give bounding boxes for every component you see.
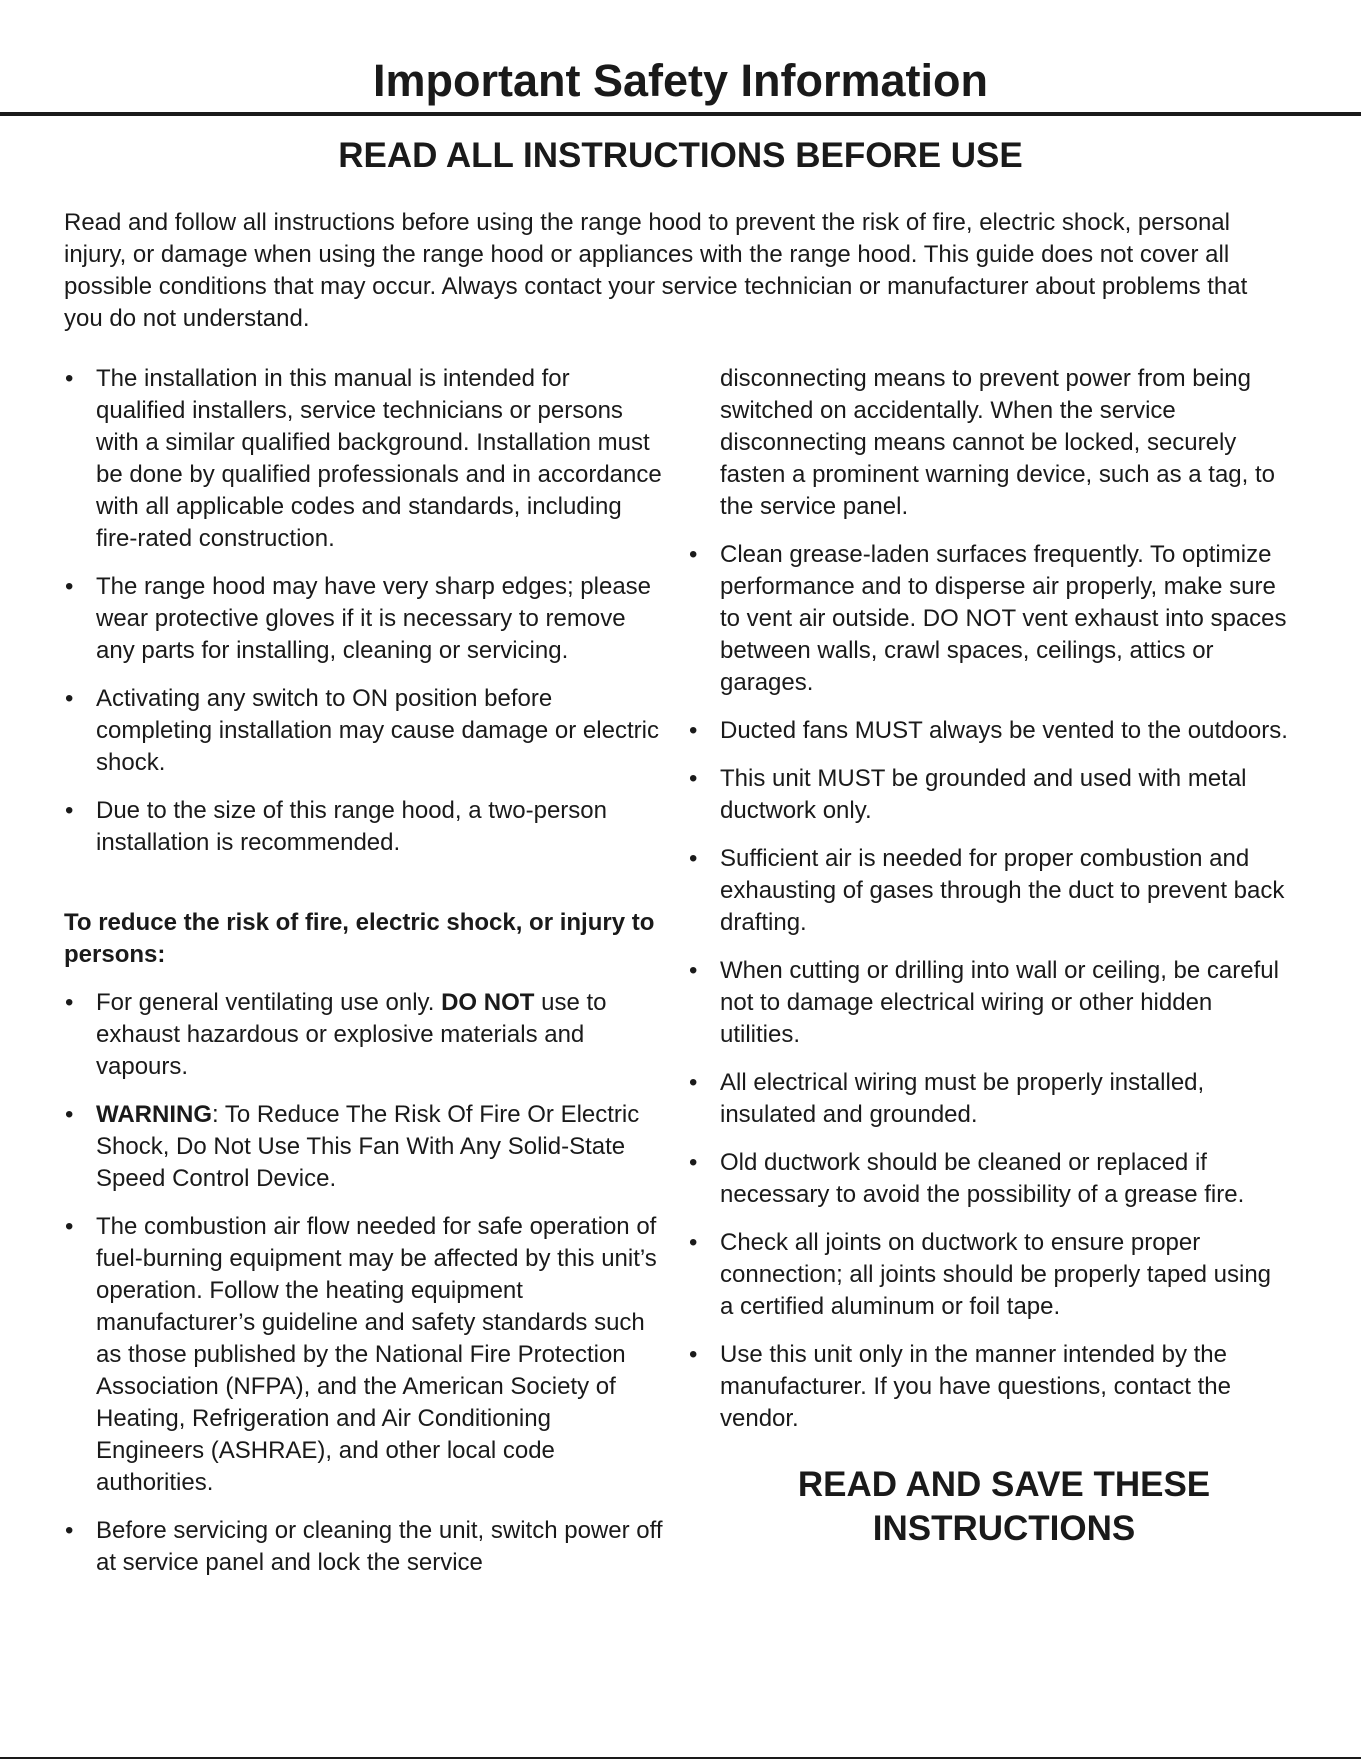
bullet-icon: • xyxy=(65,797,74,824)
list-item xyxy=(64,1515,664,1579)
list-item xyxy=(688,1067,1288,1131)
list-item-text: When cutting or drilling into wall or ceiling, be careful not to damage electrical wiring or other hidden utilities. xyxy=(720,957,1279,1048)
save-heading-line-1: READ AND SAVE THESE xyxy=(797,1465,1211,1504)
bullet-icon: • xyxy=(689,957,698,984)
list-item xyxy=(688,1339,1288,1435)
continued-list-item-text: disconnecting means to prevent power from being switched on accidentally. When the service disconnecting means cannot be locked, securely fasten a prominent warning device, such as a tag, to the service panel. xyxy=(720,365,1275,520)
bullet-icon: • xyxy=(689,1069,698,1096)
list-item-text: The range hood may have very sharp edges; please wear protective gloves if it is necessary to remove any parts for installing, cleaning or servicing. xyxy=(96,573,652,664)
list-item-text: Activating any switch to ON position before completing installation may cause damage or electric shock. xyxy=(96,685,659,776)
page-subtitle: READ ALL INSTRUCTIONS BEFORE USE xyxy=(338,136,1023,175)
intro-paragraph: Read and follow all instructions before using the range hood to prevent the risk of fire, electric shock, personal injury, or damage when using the range hood or appliances with the range hood. This guide does not cover all possible conditions that may occur. Always contact your service technician or manufacturer about problems that you do not understand. xyxy=(64,209,1248,332)
bullet-icon: • xyxy=(689,717,698,744)
list-item xyxy=(64,1211,664,1499)
bottom-divider xyxy=(0,1757,1361,1759)
list-item xyxy=(64,363,664,555)
bullet-icon: • xyxy=(689,765,698,792)
installation-bullet-list xyxy=(64,363,664,859)
bullet-icon: • xyxy=(65,1101,74,1128)
bullet-icon: • xyxy=(689,1149,698,1176)
list-item-text: This unit MUST be grounded and used with metal ductwork only. xyxy=(720,765,1247,824)
bullet-icon: • xyxy=(65,573,74,600)
bullet-icon: • xyxy=(65,365,74,392)
list-item xyxy=(64,987,664,1083)
list-item-text: The installation in this manual is intended for qualified installers, service technicians or persons with a similar qualified background. Installation must be done by qualified professionals and in accordance with all applicable codes and standards, including fire-rated construction. xyxy=(96,365,662,552)
risk-bullet-list xyxy=(64,987,664,1579)
list-item-text: Check all joints on ductwork to ensure proper connection; all joints should be properly taped using a certified aluminum or foil tape. xyxy=(720,1229,1272,1320)
save-instructions-heading xyxy=(688,1463,1288,1551)
list-item xyxy=(688,955,1288,1051)
list-item xyxy=(688,763,1288,827)
list-item-text: Due to the size of this range hood, a two-person installation is recommended. xyxy=(96,797,607,856)
list-item xyxy=(64,683,664,779)
page-title: Important Safety Information xyxy=(372,55,989,106)
list-item xyxy=(688,1147,1288,1211)
list-item-text: Sufficient air is needed for proper combustion and exhausting of gases through the duct to prevent back drafting. xyxy=(720,845,1285,936)
title-divider xyxy=(0,112,1361,116)
list-item-text: Old ductwork should be cleaned or replaced if necessary to avoid the possibility of a grease fire. xyxy=(720,1149,1245,1208)
safety-bullet-list xyxy=(688,539,1288,1435)
list-item-text: Clean grease-laden surfaces frequently. To optimize performance and to disperse air properly, make sure to vent air outside. DO NOT vent exhaust into spaces between walls, crawl spaces, ceilings, attics or garages. xyxy=(720,541,1287,696)
list-item xyxy=(64,795,664,859)
list-item xyxy=(688,843,1288,939)
warning-label: WARNING xyxy=(96,1101,212,1128)
list-item-text-post: use to exhaust hazardous or explosive materials and vapours. xyxy=(96,989,607,1080)
warning-text: : To Reduce The Risk Of Fire Or Electric Shock, Do Not Use This Fan With Any Solid-State Speed Control Device. xyxy=(96,1101,640,1192)
list-item xyxy=(688,715,1288,747)
risk-section-heading: To reduce the risk of fire, electric shock, or injury to persons: xyxy=(64,909,655,968)
bullet-icon: • xyxy=(689,1341,698,1368)
list-item-text: Ducted fans MUST always be vented to the outdoors. xyxy=(720,717,1288,744)
list-item xyxy=(688,1227,1288,1323)
list-item xyxy=(688,539,1288,699)
list-item xyxy=(64,1099,664,1195)
list-item-text: Use this unit only in the manner intended by the manufacturer. If you have questions, contact the vendor. xyxy=(720,1341,1231,1432)
right-column xyxy=(688,363,1288,1551)
list-item xyxy=(64,571,664,667)
list-item-text-pre: For general ventilating use only. xyxy=(96,989,442,1016)
left-column xyxy=(64,363,664,1595)
bullet-icon: • xyxy=(65,1517,74,1544)
bullet-icon: • xyxy=(65,1213,74,1240)
list-item-text: The combustion air flow needed for safe operation of fuel-burning equipment may be affected by this unit’s operation. Follow the heating equipment manufacturer’s guideline and safety standards such as those published by the National Fire Protection Association (NFPA), and the American Society of Heating, Refrigeration and Air Conditioning Engineers (ASHRAE), and other local code authorities. xyxy=(96,1213,657,1496)
list-item-text: Before servicing or cleaning the unit, switch power off at service panel and lock the service xyxy=(96,1517,663,1576)
bullet-icon: • xyxy=(689,541,698,568)
do-not-emphasis: DO NOT xyxy=(441,989,535,1016)
bullet-icon: • xyxy=(689,1229,698,1256)
bullet-icon: • xyxy=(689,845,698,872)
list-item-text: All electrical wiring must be properly installed, insulated and grounded. xyxy=(720,1069,1205,1128)
save-heading-line-2: INSTRUCTIONS xyxy=(872,1509,1136,1548)
bullet-icon: • xyxy=(65,989,74,1016)
bullet-icon: • xyxy=(65,685,74,712)
